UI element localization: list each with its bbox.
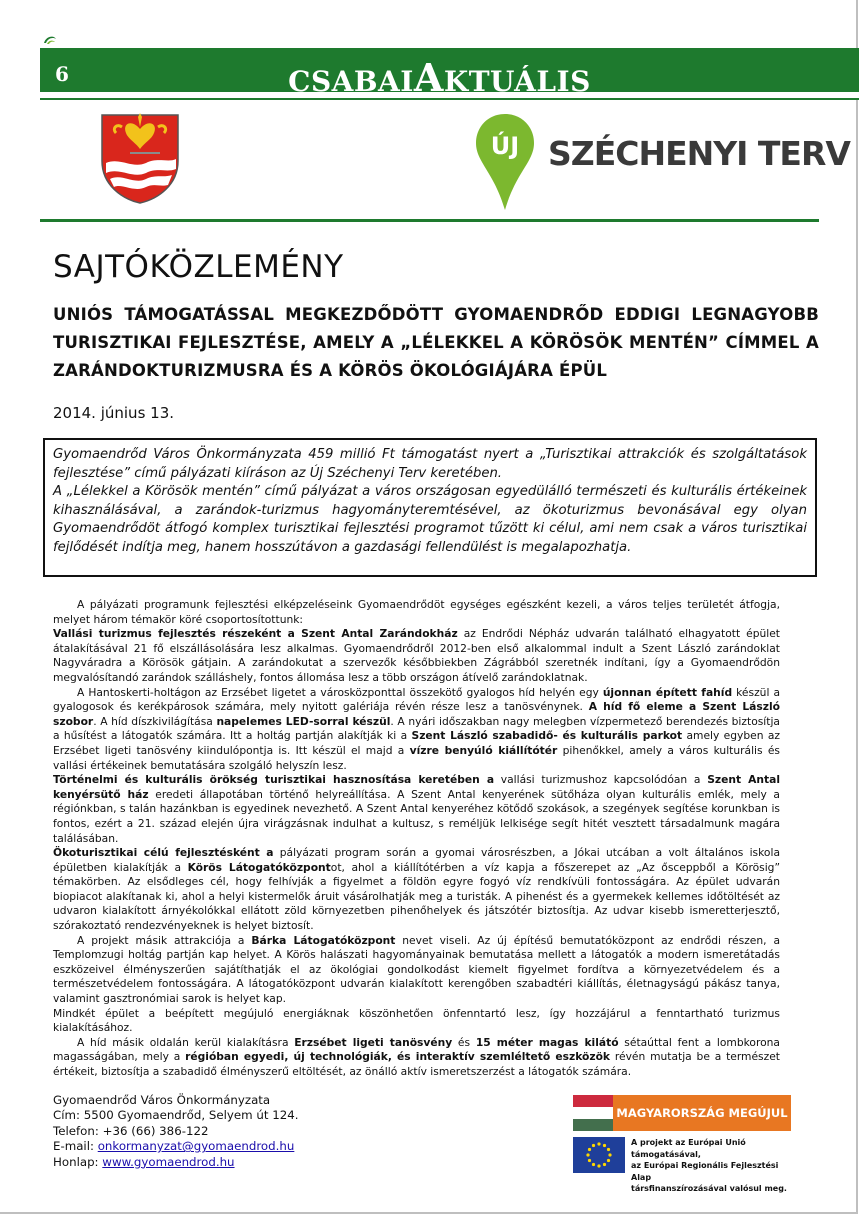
page-number: 6 [55, 62, 69, 86]
body-intro: A pályázati programunk fejlesztési elképzeléseink Gyomaendrődöt egységes egészként kezeli, a város teljes területét átfogja, melyet három témakör köré csoportosítottunk: [53, 598, 780, 626]
body-paragraph-6: Mindkét épület a beépített megújuló energiáknak köszönhetően önfenntartó lesz, így hozzájárul a fenntartható turizmus kialakításához. [53, 1006, 780, 1035]
summary-box [43, 438, 817, 577]
body-p3-a: vallási turizmushoz kapcsolódóan a [494, 773, 708, 787]
body-p3-c: eredeti állapotában történő helyreállítása. A Szent Antal kenyerének sütőháza olyan kulturális emlék, mely a régiónkban, s talán hazánkban is egyedinek nevezhető. A Szent Antal kenyeréhez kötődő szokások, a szegények segítése korunkban is fontos, ezért a 21. század elején újra virágzásnak indulhat a kultusz, s reméljük lelkisége segít hitét vesztett társadalmunk magára találásában. [53, 787, 780, 845]
body-p2-a: A Hantoskerti-holtágon az Erzsébet ligetet a városközponttal összekötő gyalogos híd helyén egy [77, 685, 603, 699]
body-p7-b: Erzsébet ligeti tanösvény [294, 1035, 453, 1049]
press-date: 2014. június 13. [53, 404, 175, 422]
body-p2-k: pihenőkkel, amely a város kulturális és vallási értékeinek bemutatására szolgáló helyszín lesz. [53, 743, 780, 772]
body-p7-e: sétaúttal fent a lombkorona magasságában, mely a [53, 1035, 780, 1064]
contact-email-row [53, 1139, 298, 1154]
body-p4-b: Körös Látogatóközpont [187, 860, 331, 874]
eu-funding-block [573, 1095, 793, 1193]
body-paragraph-1 [53, 627, 780, 685]
szechenyi-text: SZÉCHENYI TERV [548, 134, 850, 173]
szechenyi-pin-text: ÚJ [490, 132, 520, 160]
body-p2-i: amely egyben az Erzsébet ligeti tanösvény kiindulópontja is. Itt készül el majd a [53, 729, 781, 757]
body-p7-g: révén mutatja be a természet értékeit, biztosítja a szabadidő élményszerű eltöltését, az önálló aktív ismeretszerzést a látogatók számára. [53, 1050, 780, 1078]
body-paragraph-5 [53, 934, 780, 1007]
body-p4-c: ot, ahol a kiállítótérben a víz kapja a főszerepet az „Az ősceppből a Körösig” témakörben. Az elsődleges cél, hogy felhívják a figyelmet a földön egyre fogyó víz rendkívüli fontosságára. Az épület udvarán biopiacot alakítanak ki, ahol a helyi kistermelők áruit vásárolhatják meg a turisták. A pihenést és a gyermekek kellemes időtöltését az udvaron kialakított árnyékolókkal ellátott zöld környezetben pihenőhelyek és játszótér biztosítja. Az udvar kisebb ismeretterjesztő, szórakoztató rendezvényeknek is helyet biztosít. [53, 860, 781, 933]
email-link[interactable]: onkormanyzat@gyomaendrod.hu [97, 1139, 295, 1154]
body-p2-j: vízre benyúló kiállítótér [409, 743, 558, 757]
contact-web-row [53, 1155, 298, 1170]
body-p2-b: újonnan épített fahíd [602, 685, 733, 699]
green-divider [40, 219, 819, 222]
contact-address: Cím: 5500 Gyomaendrőd, Selyem út 124. [53, 1108, 299, 1123]
body-p3-b: Szent Antal kenyérsütő ház [53, 773, 780, 801]
body-p7-c: és [452, 1035, 476, 1049]
website-link[interactable]: www.gyomaendrod.hu [102, 1154, 235, 1169]
hungarian-flag-icon [573, 1095, 613, 1131]
contact-phone: Telefon: +36 (66) 386-122 [53, 1123, 209, 1138]
contact-block [53, 1093, 298, 1170]
body-paragraph-2 [53, 686, 780, 774]
body-p5-a: A projekt másik attrakciója a [77, 933, 252, 947]
body-paragraph-7 [53, 1036, 780, 1080]
body-p2-c: készül a gyalogosok és kerékpárosok számára, mely nyitott galériája révén része lesz a tanösvénynek. [53, 685, 780, 714]
body-p2-e: . A híd díszkivilágítása [93, 714, 217, 728]
body-paragraph-4 [53, 846, 780, 934]
masthead-pre: CSABAI [288, 65, 414, 98]
body-p2-h: Szent László szabadidő- és kulturális parkot [411, 729, 683, 743]
body-p7-f: régióban egyedi, új technológiák, és interaktív szemléltető eszközök [185, 1050, 611, 1064]
magyarorszag-megujul-banner: MAGYARORSZÁG MEGÚJUL [613, 1095, 791, 1131]
eu-line-1: A projekt az Európai Unió támogatásával, [631, 1138, 746, 1159]
contact-org: Gyomaendrőd Város Önkormányzata [53, 1093, 271, 1107]
body-p7-a: A híd másik oldalán kerül kialakításra [77, 1035, 295, 1049]
contact-web-label: Honlap: [53, 1154, 103, 1169]
eu-funding-text [631, 1137, 801, 1195]
article-body [53, 598, 780, 1080]
coat-of-arms-logo [100, 113, 180, 205]
press-subtitle: UNIÓS TÁMOGATÁSSAL MEGKEZDŐDÖTT GYOMAENDRŐD EDDIGI LEGNAGYOBB TURISZTIKAI FEJLESZTÉSE, AMELY A „LÉLEKKEL A KÖRÖSÖK MENTÉN” CÍMMEL A ZARÁNDOKTURIZMUSRA ÉS A KÖRÖS ÖKOLÓGIÁJÁRA ÉPÜL [53, 305, 819, 380]
swirl-icon [42, 34, 58, 46]
body-p2-d: A híd fő eleme a Szent László szobor [53, 700, 780, 728]
page-title: SAJTÓKÖZLEMÉNY [53, 249, 344, 285]
body-p1-bold: Vallási turizmus fejlesztés részeként a Szent Antal Zarándokház [53, 627, 458, 641]
szechenyi-terv-logo [474, 112, 850, 217]
body-p4-a: pályázati program során a gyomai városrészben, a Jókai utcában a volt általános iskola épületben kialakítják a [53, 846, 780, 874]
body-p7-d: 15 méter magas kilátó [475, 1035, 619, 1049]
body-paragraph-3 [53, 773, 780, 846]
body-p2-f: napelemes LED-sorral készül [216, 714, 391, 728]
eu-line-2: az Európai Regionális Fejlesztési Alap [631, 1161, 779, 1182]
eu-line-3: társfinanszírozásával valósul meg. [631, 1184, 787, 1193]
body-p1-text: az Endrődi Népház udvarán található elhagyatott épület átalakításával 21 fő elszállásolására lesz alkalmas. Gyomaendrődről 2012-ben első alkalommal indult a Szent László zarándoklat Nagyváradra a Körösök gátjain. A zarándokutat a szervezők későbbiekben Zágrábból szeretnék indítani, így a Gyomaendrődön megvalósítandó zarándok szálláshely, fontos állomása lesz a több országon átívelő zarándoklatnak. [53, 627, 780, 684]
body-p2-g: . A nyári időszakban nagy melegben vízpermetező berendezés biztosítja a hűsítést a látogatók számára. Itt a holtág partján alakítják ki a [53, 714, 780, 743]
summary-paragraph-2: A „Lélekkel a Körösök mentén” című pályázat a város országosan egyedülálló természeti és kulturális értékeinek kihasználásával, a zarándok-turizmus hagyományteremtésével, az ökoturizmus bevonásával egy olyan Gyomaendrődöt átfogó komplex turisztikai fejlesztési programot tűzött ki célul, ami nem csak a város turisztikai fejlődését indítja meg, hanem hosszútávon a gazdasági fellendülést is megalapozhatja. [53, 484, 807, 555]
body-p5-b: Bárka Látogatóközpont [251, 933, 396, 947]
contact-email-label: E-mail: [53, 1139, 98, 1154]
summary-paragraph-1: Gyomaendrőd Város Önkormányzata 459 millió Ft támogatást nyert a „Turisztikai attrakciók és szolgáltatások fejlesztése” című pályázati kiíráson az Új Széchenyi Terv keretében. [53, 447, 807, 481]
body-p3-bold: Történelmi és kulturális örökség turisztikai hasznosítása keretében a [53, 773, 495, 787]
eu-flag-icon [573, 1137, 625, 1173]
body-p4-bold: Ökoturisztikai célú fejlesztésként a [53, 846, 274, 860]
masthead-cap: A [413, 55, 444, 100]
body-p5-c: nevet viseli. Az új építésű bemutatóközpont az endrődi részen, a Templomzugi holtág partján kap helyet. A Körös halászati hagyományainak bemutatása mellett a látogatók a modern ismeretátadás eszközeivel élményszerűen sajátíthatják el az ökológiai gondolkodást kiemelt figyelmet fordítva a környezetvédelem és a természetvédelem fontosságára. A látogatóközpont udvarán kialakított kerengőben szabadtéri kiállítás, életnagyságú pákász tanya, valamint gasztronómiai sarok is helyet kap. [53, 933, 780, 1006]
masthead [0, 55, 859, 100]
masthead-post: KTUÁLIS [443, 65, 591, 98]
map-pin-icon [474, 112, 536, 212]
